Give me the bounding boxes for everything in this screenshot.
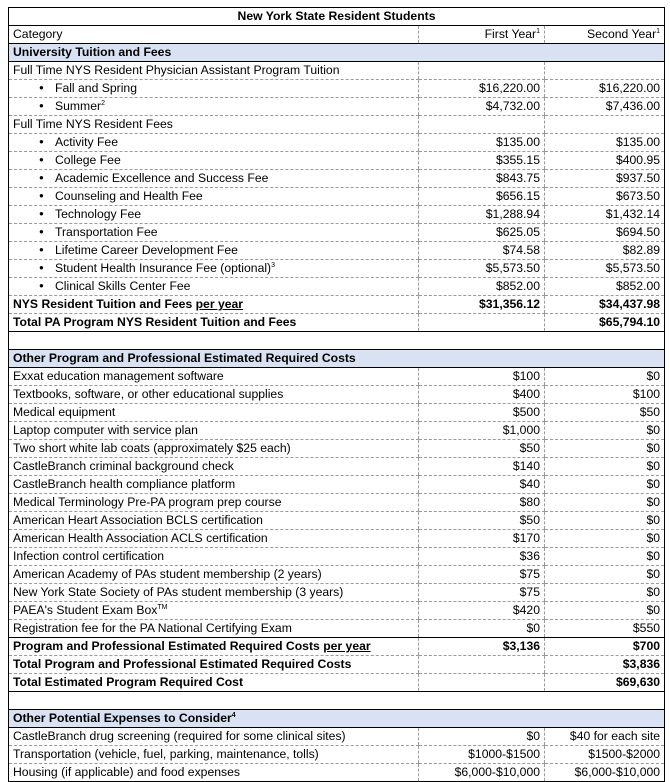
table-row: [9, 584, 665, 602]
row-label: College Fee: [55, 153, 121, 168]
row-label: Technology Fee: [55, 207, 142, 222]
row-label: Medical equipment: [13, 405, 116, 420]
row-label: Academic Excellence and Success Fee: [55, 171, 269, 186]
table-row: [9, 422, 665, 440]
table-row: [9, 242, 665, 260]
second-year-value: $1500-$2000: [545, 746, 665, 764]
footnote-marker: 1: [656, 28, 661, 36]
second-year-value: $0: [545, 440, 665, 458]
table-row: [9, 134, 665, 152]
first-year-value: $5,573.50: [419, 260, 545, 278]
first-year-value: $75: [419, 584, 545, 602]
bullet-icon: [13, 242, 55, 259]
header-row: [9, 26, 665, 44]
first-year-value: $100: [419, 368, 545, 386]
first-year-value: $135.00: [419, 134, 545, 152]
table-row: [9, 620, 665, 638]
first-year-value: $6,000-$10,000: [419, 764, 545, 782]
bullet-icon: [13, 152, 55, 169]
column-header-category: Category: [9, 26, 419, 44]
row-label: Clinical Skills Center Fee: [55, 279, 191, 294]
second-year-value: $0: [545, 476, 665, 494]
bullet-icon: [13, 188, 55, 205]
column-header-first-year: First Year$^1$: [419, 26, 545, 44]
tuition-total-row: Total PA Program NYS Resident Tuition and Fees $65,794.10: [9, 314, 665, 332]
second-year-value: $50: [545, 404, 665, 422]
first-year-value: $1,288.94: [419, 206, 545, 224]
second-year-value: $0: [545, 494, 665, 512]
table-row: [9, 548, 665, 566]
first-year-value: $140: [419, 458, 545, 476]
second-year-value: $100: [545, 386, 665, 404]
row-label: Housing (if applicable) and food expenses: [13, 765, 240, 780]
row-label: Medical Terminology Pre-PA program prep course: [13, 495, 282, 510]
second-year-value: $550: [545, 620, 665, 638]
first-year-value: $50: [419, 512, 545, 530]
second-year-value: $0: [545, 584, 665, 602]
program-total-row: Total Program and Professional Estimated Required Costs $3,836: [9, 656, 665, 674]
first-year-value: $852.00: [419, 278, 545, 296]
first-year-value: $1000-$1500: [419, 746, 545, 764]
table-row: ●Summer$^2$ $4,732.00 $7,436.00: [9, 98, 665, 116]
second-year-value: $5,573.50: [545, 260, 665, 278]
row-label: CastleBranch health compliance platform: [13, 477, 236, 492]
row-label: Student Health Insurance Fee (optional): [55, 261, 272, 276]
row-label: PAEA's Student Exam Box: [13, 603, 158, 618]
table-row: [9, 404, 665, 422]
row-label: Laptop computer with service plan: [13, 423, 198, 438]
first-year-value: $656.15: [419, 188, 545, 206]
subheader-program-tuition: Full Time NYS Resident Physician Assistant Program Tuition: [9, 62, 665, 80]
bullet-icon: [13, 134, 55, 151]
row-label: Registration fee for the PA National Certifying Exam: [13, 621, 292, 636]
second-year-value: $1,432.14: [545, 206, 665, 224]
first-year-value: $500: [419, 404, 545, 422]
section-header-other: Other Potential Expenses to Consider$^4$: [9, 710, 665, 728]
table-row: [9, 530, 665, 548]
row-label: American Health Association ACLS certification: [13, 531, 268, 546]
first-year-value: $74.58: [419, 242, 545, 260]
first-year-value: $0: [419, 620, 545, 638]
first-year-value: $625.05: [419, 224, 545, 242]
row-label: Transportation (vehicle, fuel, parking, maintenance, tolls): [13, 747, 319, 762]
spacer-row: [9, 332, 665, 350]
table-row: ●Student Health Insurance Fee (optional)$^3$ $5,573.50 $5,573.50: [9, 260, 665, 278]
second-year-value: $400.95: [545, 152, 665, 170]
table-row: [9, 224, 665, 242]
table-row: [9, 440, 665, 458]
first-year-value: $36: [419, 548, 545, 566]
table-row: [9, 728, 665, 746]
row-label: Activity Fee: [55, 135, 118, 150]
first-year-value: $50: [419, 440, 545, 458]
second-year-value: $694.50: [545, 224, 665, 242]
table-row: [9, 476, 665, 494]
first-year-value: $0: [419, 728, 545, 746]
table-row: PAEA's Student Exam Box™ $420 $0: [9, 602, 665, 620]
first-year-value: $170: [419, 530, 545, 548]
row-label: American Academy of PAs student membership (2 years): [13, 567, 322, 582]
table-title: New York State Resident Students: [9, 8, 665, 26]
table-row: [9, 188, 665, 206]
bullet-icon: [13, 98, 55, 115]
section-header-tuition: University Tuition and Fees: [9, 44, 665, 62]
bullet-icon: [13, 80, 55, 97]
grand-total-row: Total Estimated Program Required Cost $69,630: [9, 674, 665, 692]
second-year-value: $0: [545, 512, 665, 530]
section-header-program: Other Program and Professional Estimated Required Costs: [9, 350, 665, 368]
row-label: Transportation Fee: [55, 225, 158, 240]
program-per-year-row: Program and Professional Estimated Required Costs per year $3,136 $700: [9, 638, 665, 656]
footnote-marker: 1: [536, 28, 540, 36]
cost-table: [8, 7, 665, 782]
spacer-row: [9, 692, 665, 710]
bullet-icon: [13, 260, 55, 277]
second-year-value: $0: [545, 368, 665, 386]
table-row: [9, 368, 665, 386]
second-year-value: $852.00: [545, 278, 665, 296]
row-label: Counseling and Health Fee: [55, 189, 203, 204]
second-year-value: $0: [545, 530, 665, 548]
table-row: [9, 458, 665, 476]
subheader-fees: Full Time NYS Resident Fees: [9, 116, 665, 134]
second-year-value: $0: [545, 458, 665, 476]
second-year-value: $135.00: [545, 134, 665, 152]
first-year-value: $420: [419, 602, 545, 620]
second-year-value: $0: [545, 422, 665, 440]
second-year-value: $0: [545, 566, 665, 584]
row-label: CastleBranch criminal background check: [13, 459, 234, 474]
bullet-icon: [13, 170, 55, 187]
second-year-value: $82.89: [545, 242, 665, 260]
table-row: [9, 764, 665, 782]
row-label: Textbooks, software, or other educational supplies: [13, 387, 284, 402]
first-year-value: $355.15: [419, 152, 545, 170]
bullet-icon: [13, 206, 55, 223]
row-label: CastleBranch drug screening (required for some clinical sites): [13, 729, 346, 744]
table-row: [9, 170, 665, 188]
second-year-value: $6,000-$10,000: [545, 764, 665, 782]
first-year-value: $400: [419, 386, 545, 404]
table-row: [9, 494, 665, 512]
row-label: New York State Society of PAs student membership (3 years): [13, 585, 344, 600]
first-year-value: $1,000: [419, 422, 545, 440]
table-row: ●Fall and Spring $16,220.00 $16,220.00: [9, 80, 665, 98]
table-row: [9, 386, 665, 404]
table-title-row: [9, 8, 665, 26]
first-year-value: $40: [419, 476, 545, 494]
column-header-second-year: Second Year$^1$: [545, 26, 665, 44]
bullet-icon: [13, 224, 55, 241]
second-year-value: $0: [545, 548, 665, 566]
table-row: [9, 206, 665, 224]
second-year-value: $40 for each site: [545, 728, 665, 746]
row-label: Exxat education management software: [13, 369, 224, 384]
second-year-value: $937.50: [545, 170, 665, 188]
table-row: [9, 278, 665, 296]
table-row: [9, 512, 665, 530]
row-label: Two short white lab coats (approximately $25 each): [13, 441, 291, 456]
table-row: [9, 566, 665, 584]
first-year-value: $80: [419, 494, 545, 512]
row-label: Lifetime Career Development Fee: [55, 243, 238, 258]
second-year-value: $673.50: [545, 188, 665, 206]
row-label: Infection control certification: [13, 549, 165, 564]
tuition-per-year-row: NYS Resident Tuition and Fees per year $31,356.12 $34,437.98: [9, 296, 665, 314]
first-year-value: $843.75: [419, 170, 545, 188]
bullet-icon: [13, 278, 55, 295]
table-row: [9, 152, 665, 170]
second-year-value: $0: [545, 602, 665, 620]
first-year-value: $75: [419, 566, 545, 584]
row-label: American Heart Association BCLS certification: [13, 513, 263, 528]
table-row: [9, 746, 665, 764]
